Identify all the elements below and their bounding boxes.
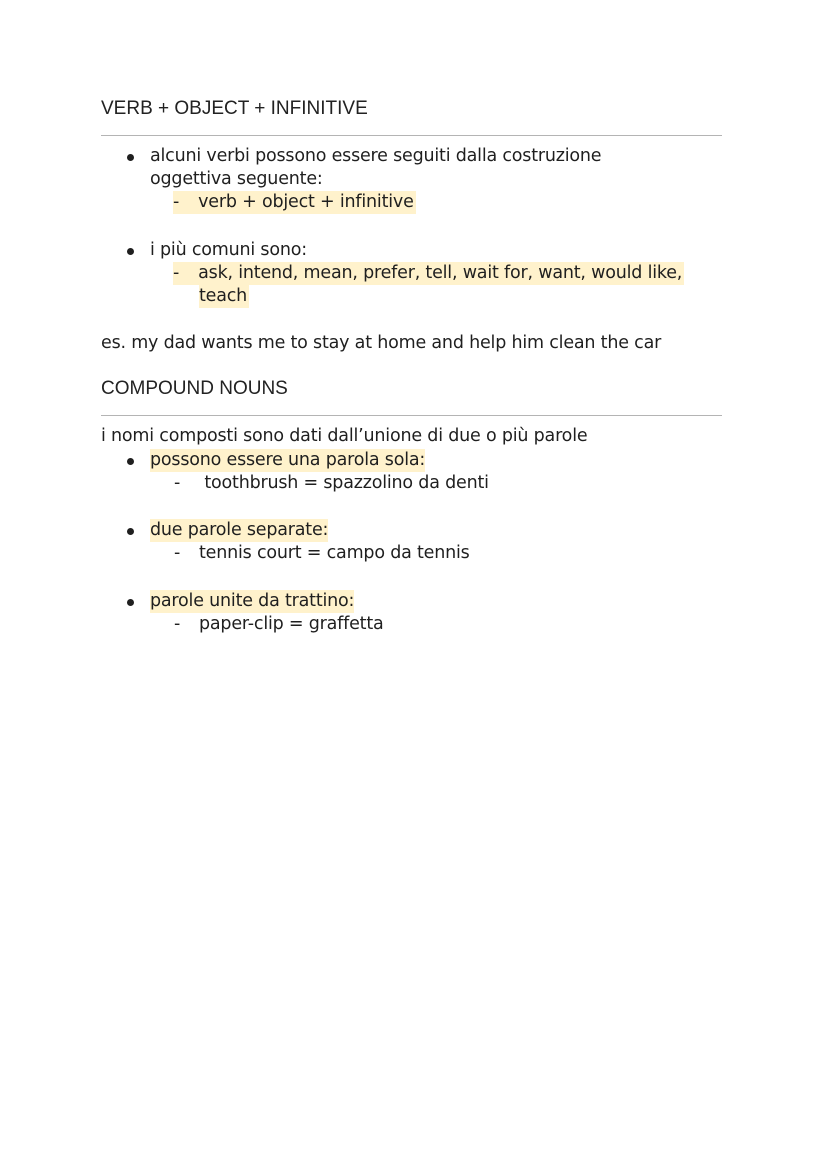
bullet-icon — [127, 458, 134, 465]
sub-item-dash: - — [174, 473, 181, 493]
sub-item-dash: - — [173, 192, 180, 212]
highlighted-sub-item-continued: teach — [199, 286, 248, 306]
sub-item-dash: - — [174, 614, 181, 634]
highlighted-bullet-text: possono essere una parola sola: — [150, 450, 426, 470]
bullet-text: i più comuni sono: — [150, 240, 307, 260]
sub-item-text: toothbrush = spazzolino da denti — [199, 473, 489, 493]
sub-item-text: verb + object + infinitive — [198, 192, 414, 212]
highlighted-sub-item — [173, 262, 684, 285]
bullet-text: alcuni verbi possono essere seguiti dalla costruzione — [150, 146, 602, 166]
example-sentence: es. my dad wants me to stay at home and help him clean the car — [101, 333, 662, 353]
bullet-icon — [127, 154, 134, 161]
section-heading-compound-nouns: COMPOUND NOUNS — [101, 378, 288, 399]
intro-text: i nomi composti sono dati dall’unione di due o più parole — [101, 426, 588, 446]
heading-rule — [101, 135, 722, 136]
bullet-icon — [127, 528, 134, 535]
sub-item-dash: - — [174, 543, 181, 563]
sub-item-dash: - — [173, 263, 180, 283]
bullet-icon — [127, 248, 134, 255]
highlighted-bullet-text: parole unite da trattino: — [150, 591, 355, 611]
sub-item-text: tennis court = campo da tennis — [199, 543, 470, 563]
sub-item-text: ask, intend, mean, prefer, tell, wait for, want, would like, — [198, 263, 683, 283]
sub-item-text: paper-clip = graffetta — [199, 614, 384, 634]
bullet-text-continued: oggettiva seguente: — [150, 169, 323, 189]
highlighted-bullet-text: due parole separate: — [150, 520, 329, 540]
highlighted-sub-item — [173, 191, 416, 214]
heading-rule — [101, 415, 722, 416]
section-heading-verb-object-infinitive: VERB + OBJECT + INFINITIVE — [101, 98, 368, 119]
bullet-icon — [127, 599, 134, 606]
